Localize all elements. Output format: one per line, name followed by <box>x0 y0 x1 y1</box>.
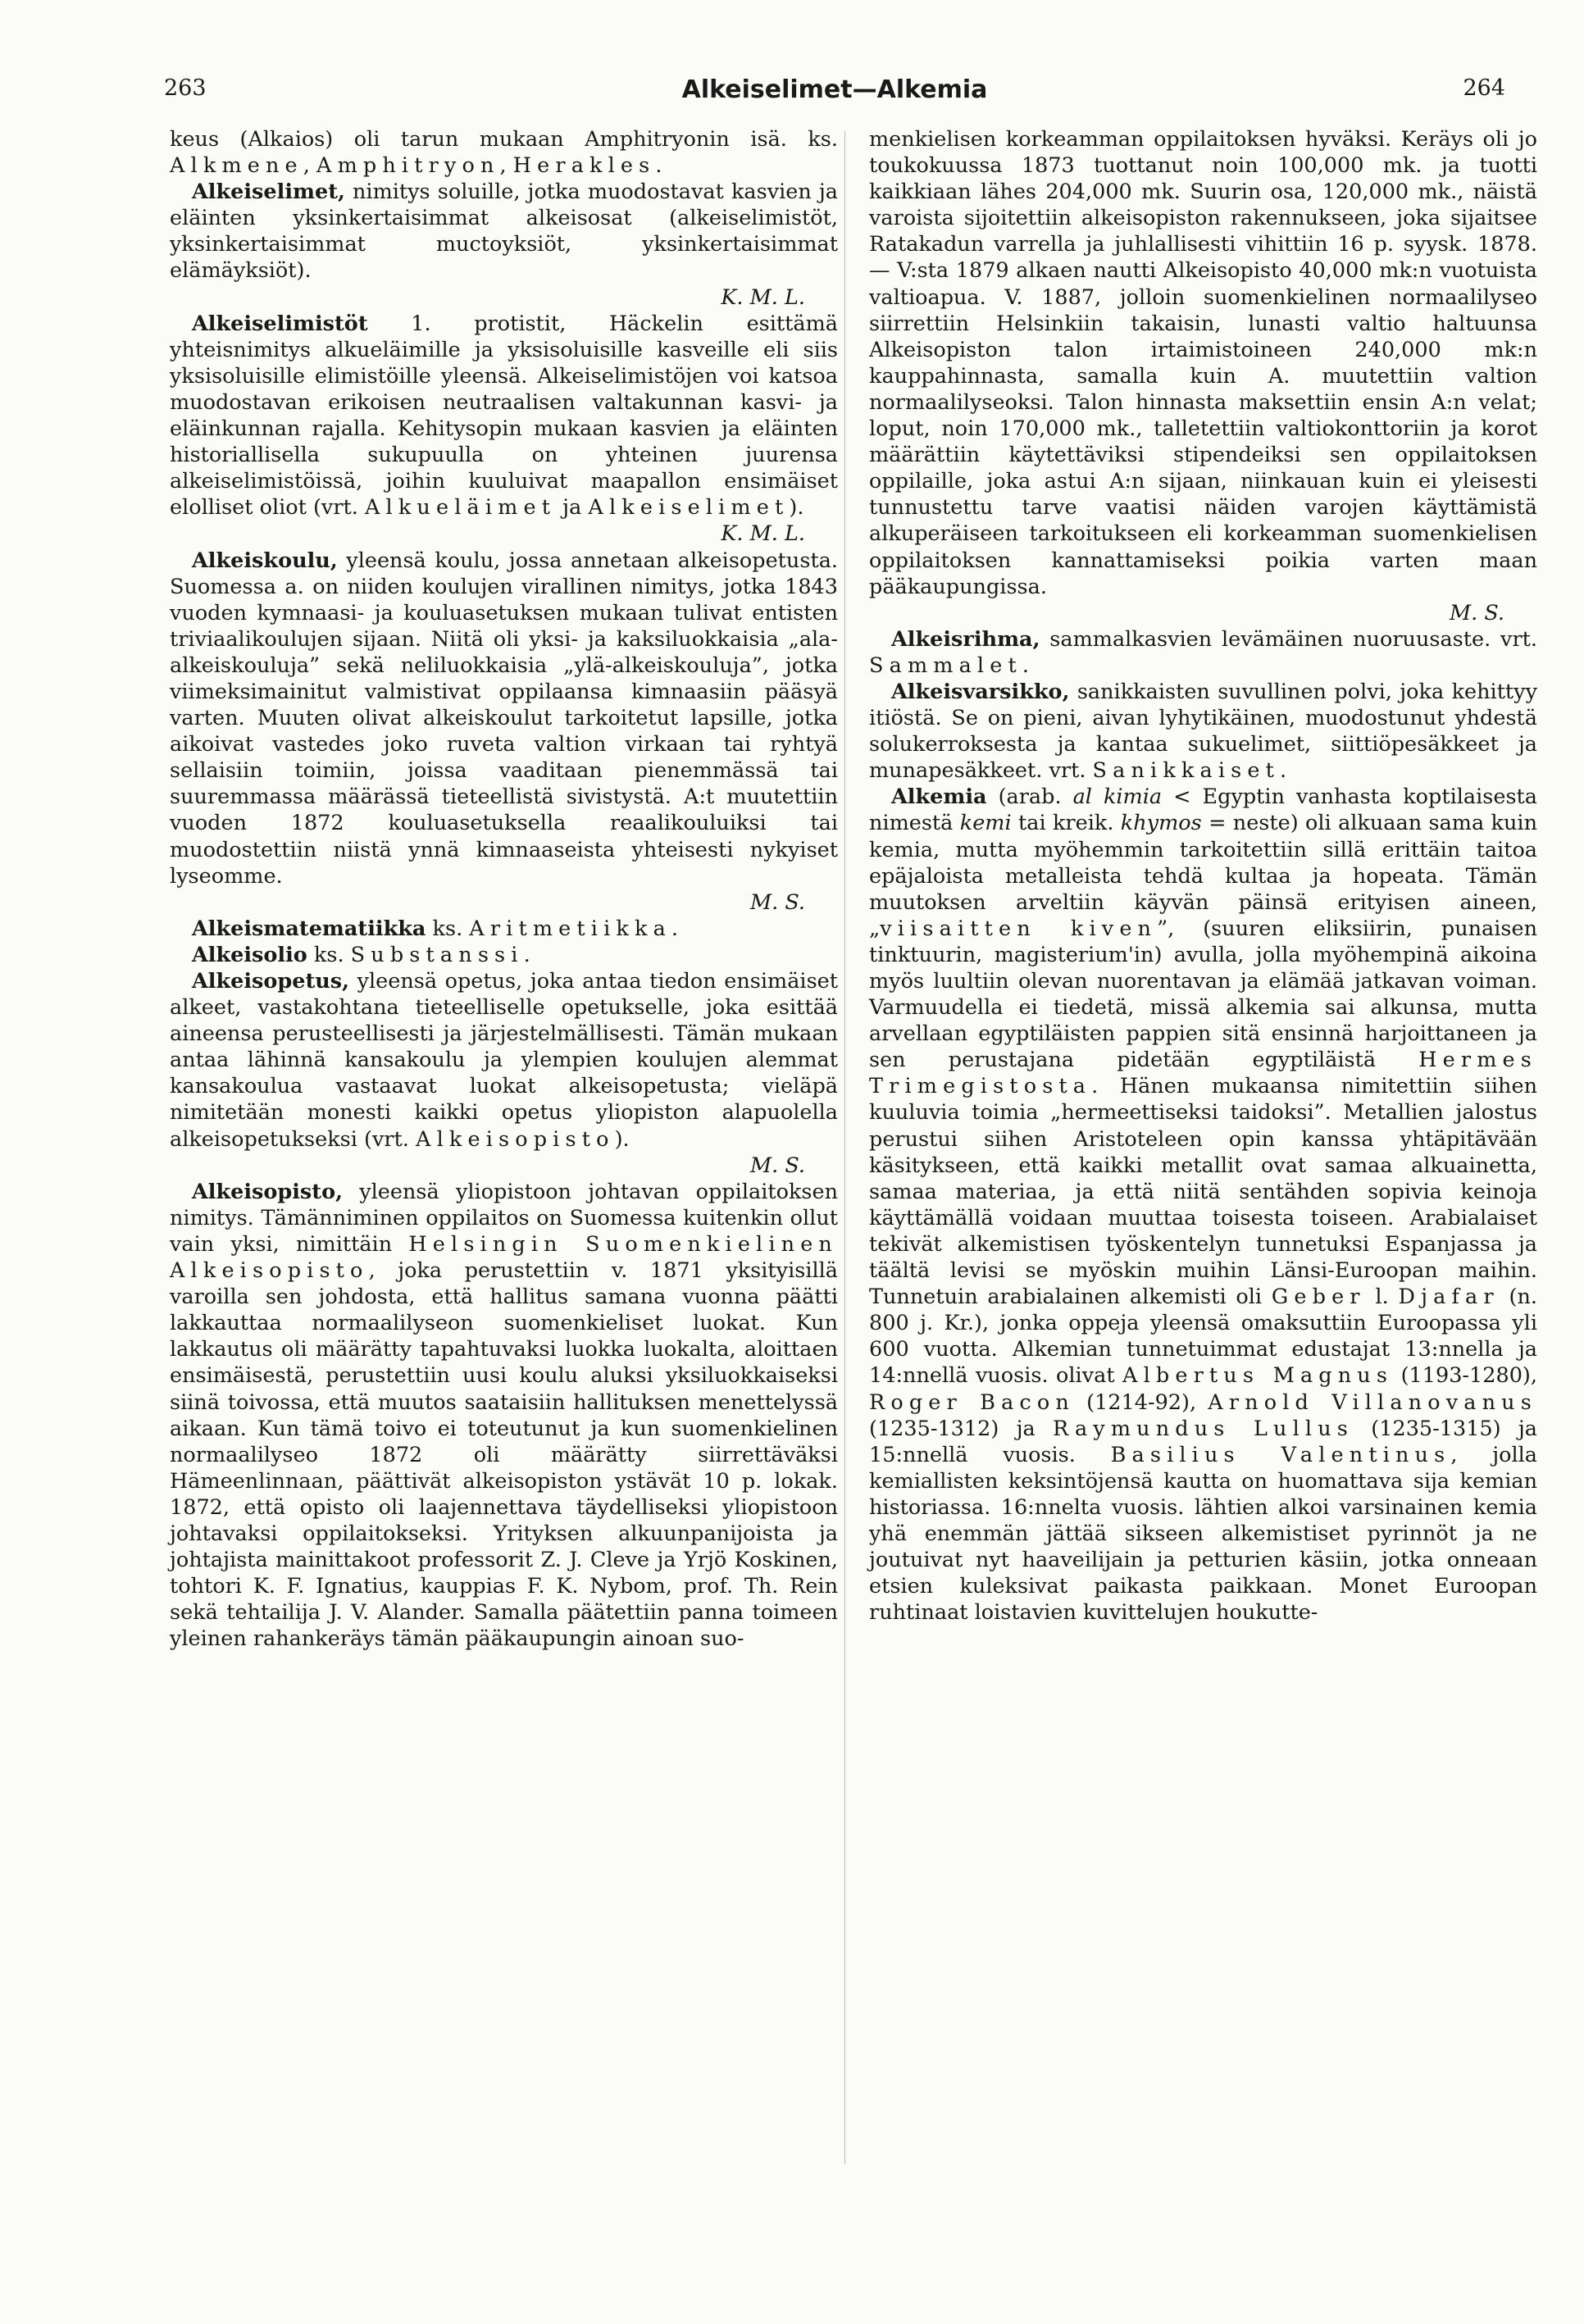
author-signature: K. M. L. <box>721 521 805 547</box>
running-title: Alkeiselimet—Alkemia <box>681 75 988 104</box>
emphasized-name: Basilius Valentinus <box>1110 1442 1451 1467</box>
entry-alkeisvarsikko: Alkeisvarsikko, sanikkaisten suvullinen polvi, joka kehittyy itiöstä. Se on pieni, aivan lyhytikäinen, muodostunut yhdestä solukerroksesta ja kantaa sukuelimet, siittiöpesäkkeet ja munapesäkkeet. vrt. Sanikkaiset. <box>869 679 1537 784</box>
emphasized-name: Djafar <box>1398 1285 1500 1310</box>
emphasized-name: Geber <box>1271 1285 1366 1310</box>
emphasized-name: Albertus Magnus <box>1122 1363 1394 1389</box>
headword: Alkeisolio <box>192 942 307 967</box>
headword: Alkeiselimet, <box>192 180 345 205</box>
entry-alkemia: Alkemia (arab. al kimia < Egyptin vanhasta koptilaisesta nimestä kemi tai kreik. khymos = neste) oli alkuaan sama kuin kemia, mutta myöhemmin tarkoitettiin sillä erittäin taitoa epäjaloista metalleista tehdä kultaa ja hopeata. Tämän muutoksen arveltiin käyvän päinsä erityisen aineen, „viisaitten kiven”, (suuren eliksiirin, punaisen tinktuurin, magisterium'in) avulla, jolla myöhempinä aikoina myös luultiin olevan nuorentavan ja elämää jatkavan voiman. Varmuudella ei tiedetä, missä alkemia sai alkunsa, mutta arvellaan egyptiläisten pappien sitä ensinnä harjoittaneen ja sen perustajana pidetään egyptiläistä Hermes Trimegistosta. Hänen mukaansa nimitettiin siihen kuuluvia toimia „hermeettiseksi taidoksi”. Metallien jalostus perustui siihen Aristoteleen opin kanssa yhtäpitävään käsitykseen, että kaikki metallit ovat samaa alkuainetta, samaa materiaa, ja että niitä sentähden sopivia keinoja käyttämällä voidaan muuttaa toisesta toiseen. Arabialaiset tekivät alkemistisen työskentelyn tunnetuksi Espanjassa ja täältä levisi se myöskin muihin Länsi-Euroopan maihin. Tunnetuin arabialainen alkemisti oli Geber l. Djafar (n. 800 j. Kr.), jonka oppeja yleensä omaksuttiin Euroopassa yli 600 vuotta. Alkemian tunnetuimmat edustajat 13:nnella ja 14:nnellä vuosis. olivat Albertus Magnus (1193-1280), Roger Bacon (1214-92), Arnold Villanovanus (1235-1312) ja Raymundus Lullus (1235-1315) ja 15:nnellä vuosis. Basilius Valentinus, jolla kemiallisten keksintöjensä kautta on huomattava sija kemian historiassa. 16:nnelta vuosis. lähtien alkoi varsinainen kemia yhä enemmän jättää sikseen alkemistiset pyrinnöt ja ne joutuivat nyt haaveilijain ja petturien käsiin, jotka onneaan etsien kuleksivat paikasta paikkaan. Monet Euroopan ruhtinaat loistavien kuvittelujen houkutte- <box>869 785 1538 1626</box>
cross-reference: Sammalet <box>869 653 1022 678</box>
running-header <box>164 75 1505 108</box>
cross-reference: Aritmetiikka <box>469 916 671 941</box>
headword: Alkeismatematiikka <box>192 916 426 941</box>
cross-reference: Amphitryon <box>316 153 500 179</box>
entry-alkeismatematiikka: Alkeismatematiikka ks. Aritmetiikka. <box>192 916 679 941</box>
headword: Alkemia <box>891 785 987 810</box>
entry-alkeisopetus: Alkeisopetus, yleensä opetus, joka antaa tiedon ensimäiset alkeet, vastakohtana tieteelliselle opetukselle, joka esittää aineensa perusteellisesti ja järjestelmällisesti. Tämän mukaan antaa lähinnä kansakoulu ja ylempien koulujen alemmat kansakoulua vastaavat luokat alkeisopetusta; vieläpä nimitetään monesti kaikki opetus yliopiston alapuolella alkeisopetukseksi (vrt. Alkeisopisto). <box>170 969 838 1152</box>
author-signature: K. M. L. <box>721 284 805 310</box>
emphasized-name: Helsingin Suomenkielinen Alkeisopisto <box>170 1231 838 1284</box>
column-divider <box>844 131 845 2164</box>
right-column <box>869 126 1537 1626</box>
headword: Alkeisrihma, <box>891 626 1040 652</box>
page-number-left: 263 <box>164 75 207 101</box>
entry-alkeiselimet: Alkeiselimet, nimitys soluille, jotka muodostavat kasvien ja eläinten yksinkertaisimmat alkeisosat (alkeiselimistöt, yksinkertaisimmat muctoyksiöt, yksinkertaisimmat elämäyksiöt). <box>170 180 838 284</box>
cross-reference: Substanssi <box>350 942 524 967</box>
page-number-right: 264 <box>1463 75 1505 101</box>
emphasized-name: Arnold Villanovanus <box>1208 1389 1537 1415</box>
entry-alkeisopisto: Alkeisopisto, yleensä yliopistoon johtavan oppilaitoksen nimitys. Tämänniminen oppilaitos on Suomessa kuitenkin ollut vain yksi, nimittäin Helsingin Suomenkielinen Alkeisopisto, joka perustettiin v. 1871 yksityisillä varoilla sen johdosta, että hallitus samana vuonna päätti lakkauttaa normaalilyseon suomenkieliset luokat. Kun lakkautus oli määrätty tapahtuvaksi luokka luokalta, aloittaen ensimäisestä, perustettiin uusi koulu aluksi yksiluokkaiseksi siinä toivossa, että muutos saataisiin hallituksen menettelyssä aikaan. Kun tämä toivo ei toteutunut ja kun suomenkielinen normaalilyseo 1872 oli määrätty siirrettäväksi Hämeenlinnaan, päättivät alkeisopiston ystävät 10 p. lokak. 1872, että opisto oli laajennettava täydelliseksi yliopistoon johtavaksi oppilaitokseksi. Yrityksen alkuunpanijoista ja johtajista mainittakoot professorit Z. J. Cleve ja Yrjö Koskinen, tohtori K. F. Ignatius, kauppias F. K. Nybom, prof. Th. Rein sekä tehtailija J. V. Alander. Samalla päätettiin panna toimeen yleinen rahankeräys tämän pääkaupungin ainoan suo- <box>170 1179 838 1652</box>
author-signature: M. S. <box>1450 600 1504 625</box>
continued-entry-alkaios: keus (Alkaios) oli tarun mukaan Amphitryonin isä. ks. Alkmene, Amphitryon, Herakles. <box>170 127 838 179</box>
headword: Alkeisopetus, <box>192 969 350 994</box>
author-signature: M. S. <box>750 889 805 915</box>
cross-reference: Sanikkaiset <box>1092 758 1281 784</box>
cross-reference: Alkmene <box>170 153 303 179</box>
headword: Alkeisvarsikko, <box>891 679 1070 704</box>
entry-alkeiskoulu: Alkeiskoulu, yleensä koulu, jossa annetaan alkeisopetusta. Suomessa a. on niiden koulujen virallinen nimitys, jotka 1843 vuoden kymnaasi- ja kouluasetuksen mukaan tulivat entisten triviaalikoulujen sijaan. Niitä oli yksi- ja kaksiluokkaisia „ala-alkeiskouluja” sekä neliluokkaisia „ylä-alkeiskouluja”, jotka viimeksimainitut valmistivat oppilaansa kimnaasiin pääsyä varten. Muuten olivat alkeiskoulut tarkoitetut lapsille, jotka aikoivat vastedes joko ruveta valtion virkaan tai ryhtyä sellaisiin toimiin, joissa vaaditaan pienemmässä tai suuremmassa määrässä tieteellistä sivistystä. A:t muutettiin vuoden 1872 kouluasetuksella reaalikouluiksi tai muodostettiin niistä ynnä kimnaaseista yhteisesti nykyiset lyseommе. <box>170 548 838 889</box>
emphasized-name: Roger Bacon <box>869 1389 1075 1415</box>
entry-alkeisolio: Alkeisolio ks. Substanssi. <box>192 942 530 967</box>
cross-reference: Herakles <box>512 153 656 179</box>
headword: Alkeiskoulu, <box>192 548 338 573</box>
headword: Alkeiselimistöt <box>192 311 368 336</box>
cross-reference: Alkeisopisto <box>416 1126 615 1152</box>
emphasized-name: Raymundus Lullus <box>1053 1416 1354 1441</box>
headword: Alkeisopisto, <box>192 1179 343 1204</box>
cross-reference: Alkeiselimet <box>588 495 790 521</box>
continued-entry-alkeisopisto: menkielisen korkeamman oppilaitoksen hyväksi. Keräys oli jo toukokuussa 1873 tuottanut noin 100,000 mk. ja tuotti kaikkiaan lähes 204,000 mk. Suurin osa, 120,000 mk., näistä varoista sijoitettiin alkeisopiston rakennukseen, joka sijaitsee Ratakadun varrella ja juhlallisesti vihittiin 16 p. syysk. 1878. — V:sta 1879 alkaen nautti Alkeisopisto 40,000 mk:n vuotuista valtioapua. V. 1887, jolloin suomenkielinen normaalilyseo siirrettiin Helsinkiin takaisin, lunasti valtio haltuunsa Alkeisopiston talon irtaimistoineen 240,000 mk:n kauppahinnasta, samalla kuin A. muutettiin valtion normaalilyseoksi. Talon hinnasta maksettiin ensin A:n velat; loput, noin 170,000 mk., talletettiin valtiokonttoriin ja korot määrättiin käytettäviksi stipendeiksi sen oppilaitoksen oppilaille, joka astui A:n sijaan, niinkauan kuin ei yleisesti tunnustettu tarve vaatisi näiden varojen käyttämistä alkuperäiseen tarkoitukseen eli korkeamman suomenkielisen oppilaitoksen kannattamiseksi poikia varten maan pääkaupungissa. <box>869 127 1537 599</box>
emphasized-name: Hermes Trimegistosta <box>869 1048 1537 1099</box>
cross-reference: Alkueläimet <box>364 495 557 521</box>
entry-alkeisrihma: Alkeisrihma, sammalkasvien levämäinen nuoruusaste. vrt. Sammalet. <box>869 626 1537 678</box>
italic-term: al kimia <box>1072 785 1163 810</box>
author-signature: M. S. <box>750 1153 805 1178</box>
left-column <box>170 126 838 1652</box>
italic-term: khymos <box>1120 811 1202 836</box>
emphasized-term: viisaitten kiven <box>880 916 1158 941</box>
italic-term: kemi <box>959 811 1012 836</box>
entry-alkeiselimistot: Alkeiselimistöt 1. protistit, Häckelin esittämä yhteisnimitys alkueläimille ja yksisoluisille kasveille eli siis yksisoluisille elimistöille yleensä. Alkeiselimistöjen voi katsoa muodostavan erikoisen neutraalisen valtakunnan kasvi- ja eläinkunnan rajalla. Kehitysopin mukaan kasvien ja eläinten historiallisella sukupuulla on yhteinen juurensa alkeiselimistöissä, joihin kuuluivat maapallon ensimäiset elolliset oliot (vrt. Alkueläimet ja Alkeiselimet). <box>170 311 838 521</box>
